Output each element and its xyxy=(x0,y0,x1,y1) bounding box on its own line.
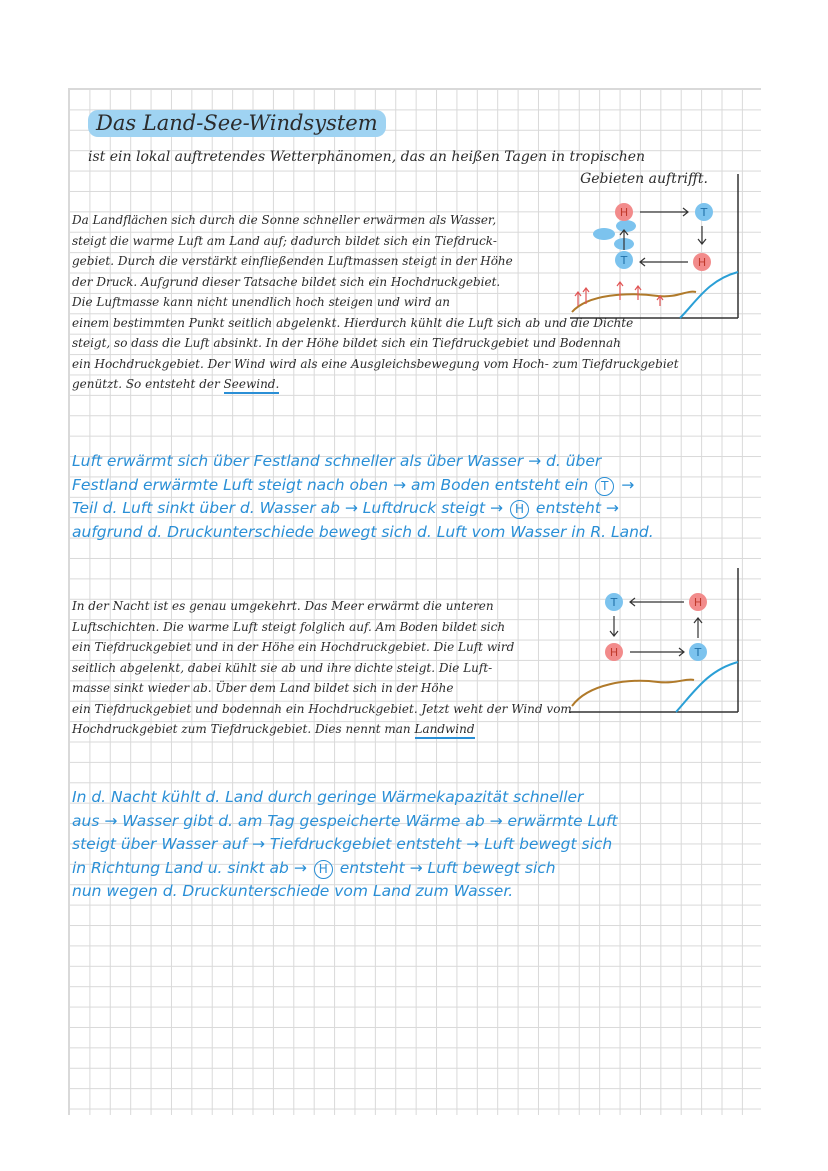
text-line xyxy=(72,719,572,740)
arrow-icon xyxy=(610,598,702,656)
text-line: einem bestimmten Punkt seitlich abgelenkt. Hierdurch kühlt die Luft sich ab und die Dichte xyxy=(72,315,634,330)
text-line: ein Tiefdruckgebiet und in der Höhe ein Hochdruckgebiet. Die Luft wird xyxy=(72,640,515,654)
low-pressure-symbol: T xyxy=(595,477,614,496)
diagram-night xyxy=(568,566,744,716)
text-line xyxy=(72,374,679,395)
summary-line xyxy=(72,857,618,881)
text-line: Die Luftmasse kann nicht unendlich hoch steigen und wird an xyxy=(72,295,450,309)
text-line: ein Hochdruckgebiet. Der Wind wird als eine Ausgleichsbewegung vom Hoch- zum Tiefdruckgebiet xyxy=(72,356,679,371)
summary-text: → xyxy=(621,475,635,494)
landwind-lead: Hochdruckgebiet zum Tiefdruckgebiet. Dies nennt man xyxy=(72,722,411,736)
land-line xyxy=(572,680,694,706)
intro-line: ist ein lokal auftretendes Wetterphänomen, das an heißen Tagen in tropischen xyxy=(88,149,646,165)
summary-text: Festland erwärmte Luft steigt nach oben → am Boden entsteht ein xyxy=(72,475,589,494)
summary-night xyxy=(72,786,618,904)
summary-line: nun wegen d. Druckunterschiede vom Land zum Wasser. xyxy=(72,882,514,900)
summary-line: Luft erwärmt sich über Festland schneller als über Wasser → d. über xyxy=(72,452,602,470)
text-line: steigt die warme Luft am Land auf; dadurch bildet sich ein Tiefdruck- xyxy=(72,233,497,248)
landwind-paragraph xyxy=(72,596,572,740)
text-line: Da Landflächen sich durch die Sonne schneller erwärmen als Wasser, xyxy=(72,213,497,227)
seewind-lead: genützt. So entsteht der xyxy=(72,377,220,391)
summary-line: aus → Wasser gibt d. am Tag gespeicherte Wärme ab → erwärmte Luft xyxy=(72,811,618,830)
text-line: steigt, so dass die Luft absinkt. In der Höhe bildet sich ein Tiefdruckgebiet und Bodennah xyxy=(72,336,621,350)
pressure-label: T xyxy=(620,254,628,267)
water-line xyxy=(676,662,738,712)
summary-line xyxy=(72,497,654,521)
pressure-label: T xyxy=(694,646,702,659)
summary-line: In d. Nacht kühlt d. Land durch geringe Wärmekapazität schneller xyxy=(72,788,584,806)
arrow-icon xyxy=(620,208,706,266)
text-line: In der Nacht ist es genau umgekehrt. Das Meer erwärmt die unteren xyxy=(72,599,494,613)
cloud-icon xyxy=(616,220,636,232)
pressure-label: H xyxy=(693,596,703,609)
text-line: Luftschichten. Die warme Luft steigt folglich auf. Am Boden bildet sich xyxy=(72,619,506,634)
pressure-label: H xyxy=(609,646,619,659)
summary-text: in Richtung Land u. sinkt ab → xyxy=(72,858,307,877)
landwind-term: Landwind xyxy=(415,722,475,739)
text-line: ein Tiefdruckgebiet und bodennah ein Hochdruckgebiet. Jetzt weht der Wind vom xyxy=(72,701,572,716)
title-block xyxy=(88,110,386,137)
pressure-label: H xyxy=(619,206,629,219)
land-line xyxy=(572,292,696,312)
pressure-label: T xyxy=(610,596,618,609)
summary-text: entsteht → xyxy=(535,499,619,517)
text-line: der Druck. Aufgrund dieser Tatsache bildet sich ein Hochdruckgebiet. xyxy=(72,274,501,289)
summary-text: entsteht → Luft bewegt sich xyxy=(339,858,556,877)
water-line xyxy=(680,272,738,318)
pressure-label: T xyxy=(700,206,708,219)
summary-line: aufgrund d. Druckunterschiede bewegt sich d. Luft vom Wasser in R. Land. xyxy=(72,522,654,541)
summary-text: Teil d. Luft sinkt über d. Wasser ab → Luftdruck steigt → xyxy=(72,499,504,517)
cloud-icon xyxy=(593,228,615,240)
seewind-term: Seewind. xyxy=(224,377,280,394)
diagram-day xyxy=(568,172,744,322)
high-pressure-symbol: H xyxy=(510,500,529,519)
summary-line xyxy=(72,474,654,498)
pressure-label: H xyxy=(697,256,707,269)
summary-day xyxy=(72,450,654,544)
intro-line: Gebieten auftrifft. xyxy=(580,171,708,187)
text-line: gebiet. Durch die verstärkt einfließenden Luftmassen steigt in der Höhe xyxy=(72,254,513,268)
text-line: masse sinkt wieder ab. Über dem Land bildet sich in der Höhe xyxy=(72,681,454,695)
page-title: Das Land-See-Windsystem xyxy=(88,110,386,137)
high-pressure-symbol: H xyxy=(314,860,333,879)
summary-line: steigt über Wasser auf → Tiefdruckgebiet entsteht → Luft bewegt sich xyxy=(72,835,613,853)
text-line: seitlich abgelenkt, dabei kühlt sie ab und ihre dichte steigt. Die Luft- xyxy=(72,660,493,675)
